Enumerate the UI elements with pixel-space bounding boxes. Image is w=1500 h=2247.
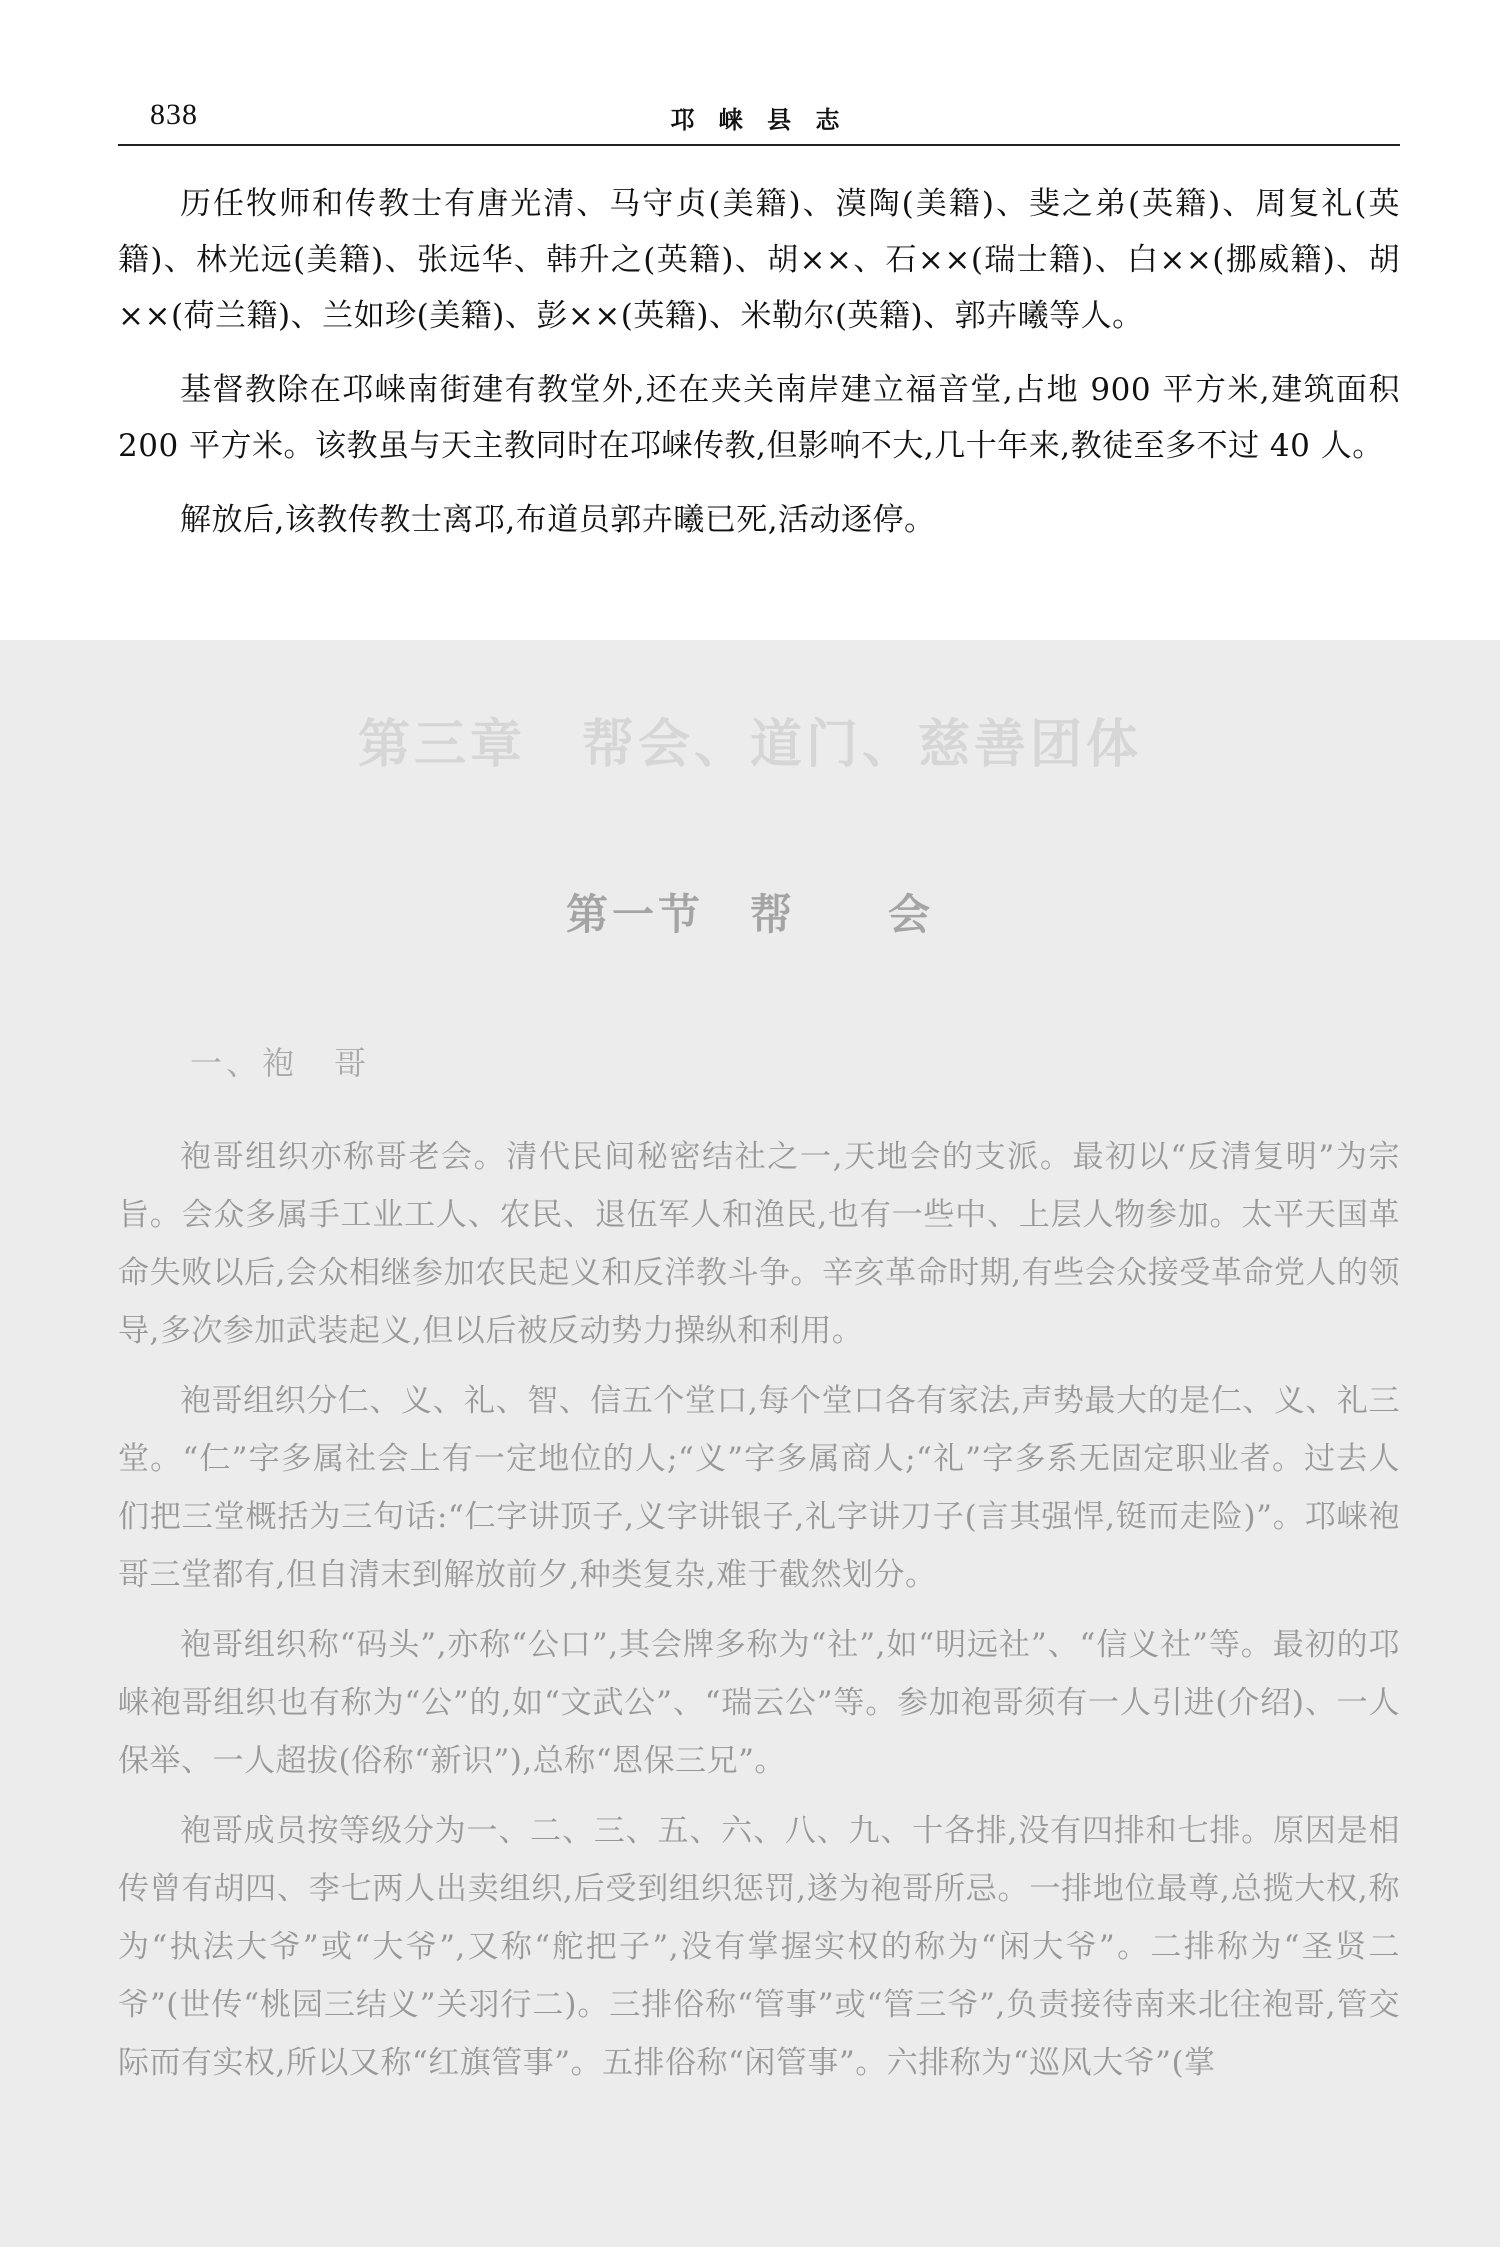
faded-section xyxy=(0,640,1500,2247)
top-text-block xyxy=(118,176,1400,566)
section-title: 第一节 帮 会 xyxy=(565,890,934,939)
sub-heading: 一、袍 哥 xyxy=(190,1044,371,1082)
paragraph: 袍哥组织分仁、义、礼、智、信五个堂口,每个堂口各有家法,声势最大的是仁、义、礼三堂。“仁”字多属社会上有一定地位的人;“义”字多属商人;“礼”字多系无固定职业者。过去人们把三堂概括为三句话:“仁字讲顶子,义字讲银子,礼字讲刀子(言其强悍,铤而走险)”。邛崃袍哥三堂都有,但自清末到解放前夕,种类复杂,难于截然划分。 xyxy=(118,1383,1400,1593)
paragraph: 袍哥组织称“码头”,亦称“公口”,其会牌多称为“社”,如“明远社”、“信义社”等。最初的邛崃袍哥组织也有称为“公”的,如“文武公”、“瑞云公”等。参加袍哥须有一人引进(介绍)、一人保举、一人超拔(俗称“新识”),总称“恩保三兄”。 xyxy=(118,1627,1400,1779)
chapter-title: 第三章 帮会、道门、慈善团体 xyxy=(357,714,1142,775)
running-title: 邛 崃 县 志 xyxy=(670,106,848,134)
paragraph: 袍哥组织亦称哥老会。清代民间秘密结社之一,天地会的支派。最初以“反清复明”为宗旨。会众多属手工业工人、农民、退伍军人和渔民,也有一些中、上层人物参加。太平天国革命失败以后,会众相继参加农民起义和反洋教斗争。辛亥革命时期,有些会众接受革命党人的领导,多次参加武装起义,但以后被反动势力操纵和利用。 xyxy=(118,1139,1400,1349)
page-header xyxy=(118,92,1400,146)
gray-text-block xyxy=(118,1128,1400,2104)
paragraph: 解放后,该教传教士离邛,布道员郭卉曦已死,活动逐停。 xyxy=(180,502,936,538)
paragraph: 基督教除在邛崃南街建有教堂外,还在夹关南岸建立福音堂,占地 900 平方米,建筑面积 200 平方米。该教虽与天主教同时在邛崃传教,但影响不大,几十年来,教徒至多不过 40 人。 xyxy=(118,372,1400,464)
page-number: 838 xyxy=(150,98,198,131)
paragraph: 历任牧师和传教士有唐光清、马守贞(美籍)、漠陶(美籍)、斐之弟(英籍)、周复礼(英籍)、林光远(美籍)、张远华、韩升之(英籍)、胡××、石××(瑞士籍)、白××(挪威籍)、胡××(荷兰籍)、兰如珍(美籍)、彭××(英籍)、米勒尔(英籍)、郭卉曦等人。 xyxy=(118,186,1400,334)
paragraph: 袍哥成员按等级分为一、二、三、五、六、八、九、十各排,没有四排和七排。原因是相传曾有胡四、李七两人出卖组织,后受到组织惩罚,遂为袍哥所忌。一排地位最尊,总揽大权,称为“执法大爷”或“大爷”,又称“舵把子”,没有掌握实权的称为“闲大爷”。二排称为“圣贤二爷”(世传“桃园三结义”关羽行二)。三排俗称“管事”或“管三爷”,负责接待南来北往袍哥,管交际而有实权,所以又称“红旗管事”。五排俗称“闲管事”。六排称为“巡风大爷”(掌 xyxy=(118,1813,1400,2081)
